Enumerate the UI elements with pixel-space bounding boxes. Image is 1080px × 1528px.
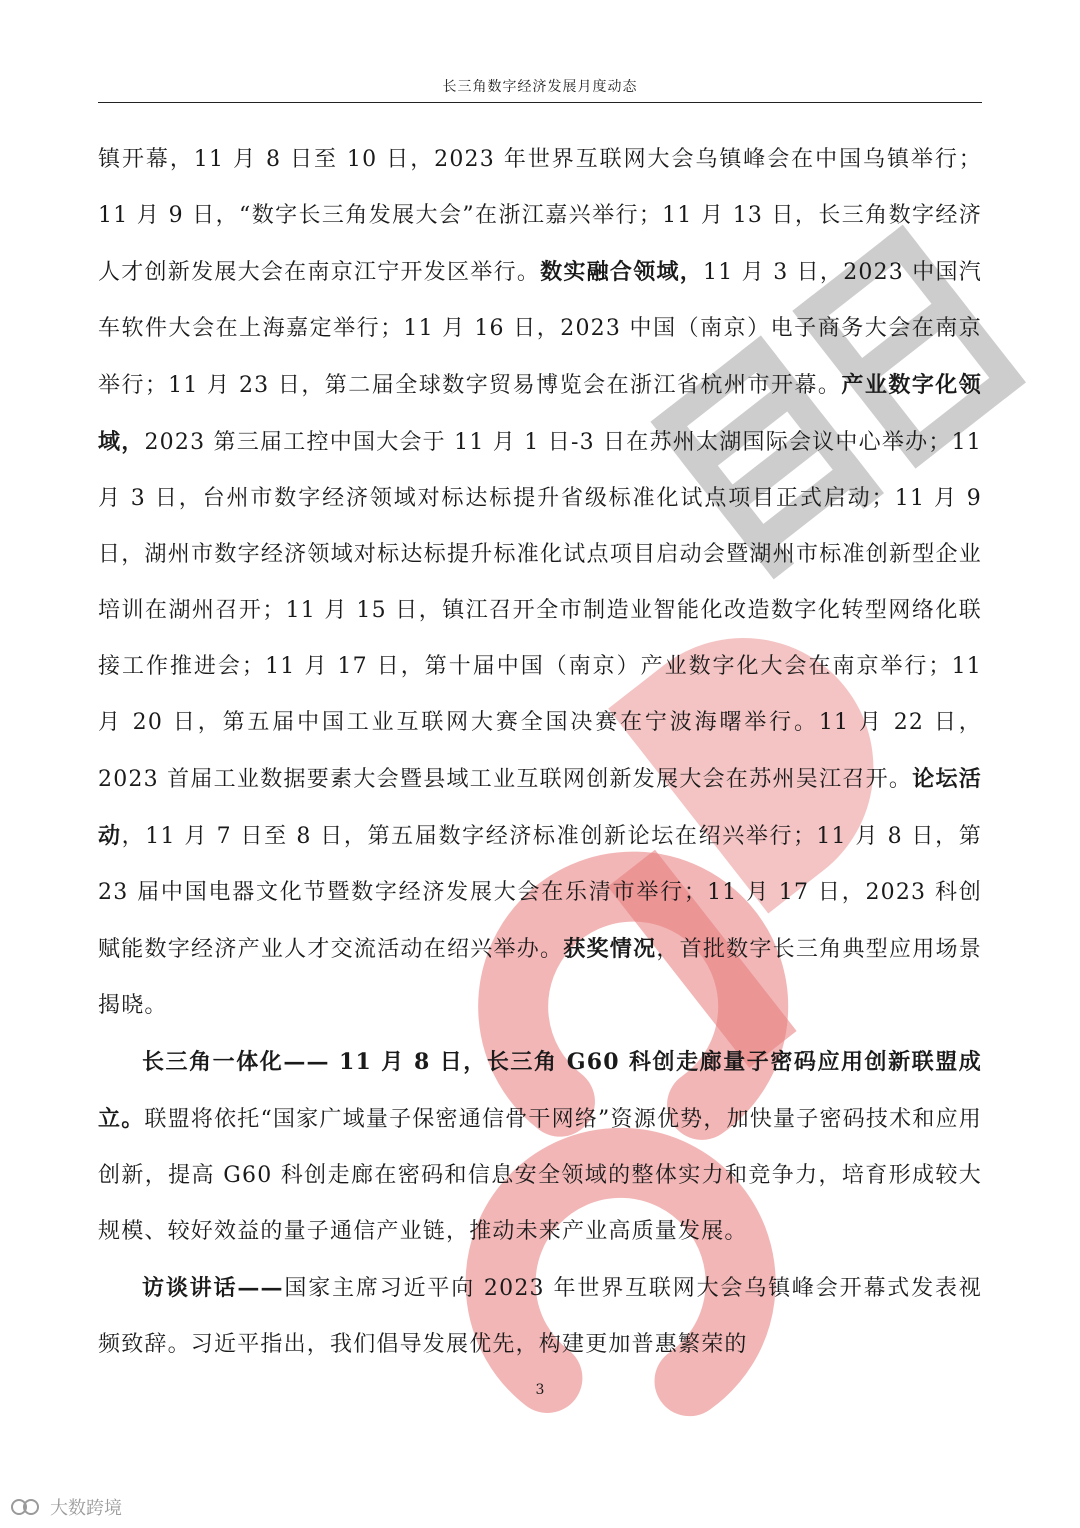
para1-text-2: 11 月 3 日，2023 中国汽车软件大会在上海嘉定举行；11 月 16 日，2023 中国（南京）电子商务大会在南京举行；11 月 23 日，第二届全球数字贸易博览会在浙江省杭州市开幕。 xyxy=(98,260,982,398)
header-title: 长三角数字经济发展月度动态 xyxy=(442,79,638,95)
para3-text-1: 国家主席习近平向 2023 年世界互联网大会乌镇峰会开幕式发表视频致辞。习近平指出，我们倡导发展优先，构建更加普惠繁荣的 xyxy=(98,1276,982,1357)
para1-bold-1: 数实融合领域， xyxy=(540,259,704,285)
para1-bold-3: 论坛活动 xyxy=(98,766,982,849)
para1-text-1: 镇开幕，11 月 8 日至 10 日，2023 年世界互联网大会乌镇峰会在中国乌镇举行；11 月 9 日，“数字长三角发展大会”在浙江嘉兴举行；11 月 13 日，长三角数字经济人才创新发展大会在南京江宁开发区举行。 xyxy=(98,147,982,285)
ccid-logo-icon xyxy=(10,1497,44,1517)
paragraph-3 xyxy=(98,1260,982,1373)
para2-bold-1: 长三角一体化—— 11 月 8 日，长三角 G60 科创走廊量子密码应用创新联盟成立。 xyxy=(98,1049,982,1132)
para1-bold-2: 产业数字化领域， xyxy=(98,372,982,455)
paragraph-2 xyxy=(98,1034,982,1260)
paragraph-1 xyxy=(98,132,982,1034)
para1-bold-4: 获奖情况 xyxy=(563,936,657,962)
para1-text-3: 2023 第三届工控中国大会于 11 月 1 日-3 日在苏州太湖国际会议中心举办；11 月 3 日，台州市数字经济领域对标达标提升省级标准化试点项目正式启动；11 月 9 日，湖州市数字经济领域对标达标提升标准化试点项目启动会暨湖州市标准创新型企业培训在湖州召开；11 月 15 日，镇江召开全市制造业智能化改造数字化转型网络化联接工作推进会；11 月 17 日，第十届中国（南京）产业数字化大会在南京举行；11 月 20 日，第五届中国工业互联网大赛全国决赛在宁波海曙举行。11 月 22 日，2023 首届工业数据要素大会暨县域工业互联网创新发展大会在苏州吴江召开。 xyxy=(98,430,982,792)
para1-text-4: ，11 月 7 日至 8 日，第五届数字经济标准创新论坛在绍兴举行；11 月 8 日，第 23 届中国电器文化节暨数字经济发展大会在乐清市举行；11 月 17 日，2023 科创赋能数字经济产业人才交流活动在绍兴举办。 xyxy=(98,824,982,962)
document-body xyxy=(98,132,982,1373)
footer-brand-text: 大数跨境 xyxy=(50,1498,122,1519)
footer-brand xyxy=(10,1494,122,1520)
page-header xyxy=(98,72,982,103)
para2-text-1: 联盟将依托“国家广域量子保密通信骨干网络”资源优势，加快量子密码技术和应用创新，提高 G60 科创走廊在密码和信息安全领域的整体实力和竞争力，培育形成较大规模、较好效益的量子通信产业链，推动未来产业高质量发展。 xyxy=(98,1107,982,1244)
page-number: 3 xyxy=(535,1382,545,1398)
para3-bold-1: 访谈讲话—— xyxy=(142,1275,284,1301)
para1-text-5: ，首批数字长三角典型应用场景揭晓。 xyxy=(98,937,982,1018)
